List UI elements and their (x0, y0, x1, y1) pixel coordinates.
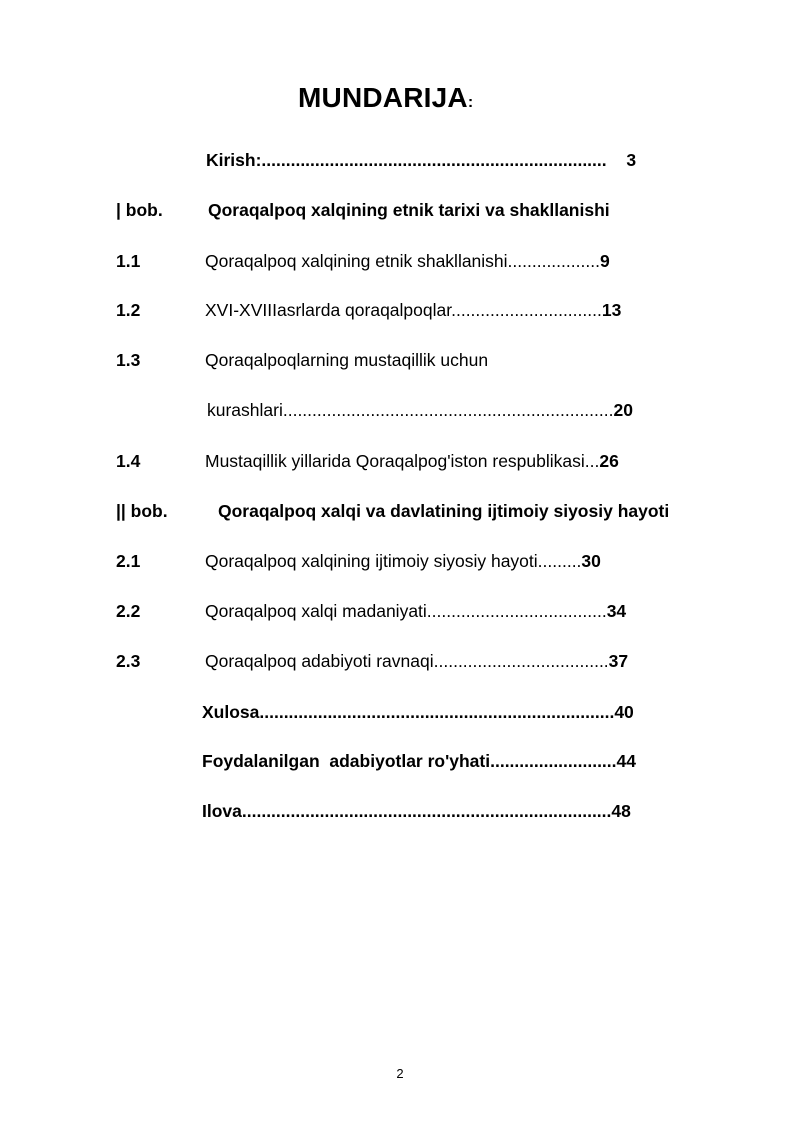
section-number: 1.3 (116, 350, 141, 370)
toc-entry-conclusion (0, 702, 800, 732)
toc-chapter-1 (0, 200, 800, 230)
page-title (298, 82, 473, 114)
title-colon: : (467, 94, 474, 111)
chapter-title: Qoraqalpoq xalqi va davlatining ijtimoiy siyosiy hayoti (218, 501, 670, 521)
toc-entry-references (0, 751, 800, 781)
toc-chapter-2 (0, 501, 800, 531)
toc-entry-page: 48 (611, 801, 631, 821)
section-title: Mustaqillik yillarida Qoraqalpog'iston respublikasi... (205, 451, 600, 471)
toc-entry-text: Kirish:....................................................................... (206, 150, 607, 170)
section-page: 20 (613, 400, 633, 420)
toc-entry-text: Foydalanilgan adabiyotlar ro'yhati.......................... (202, 751, 617, 771)
section-number: 1.2 (116, 300, 141, 320)
section-title: XVI-XVIIIasrlarda qoraqalpoqlar............................... (205, 300, 602, 320)
section-number: 1.4 (116, 451, 141, 471)
chapter-number: | bob. (116, 200, 163, 220)
toc-entry-2-3 (0, 651, 800, 681)
toc-entry-2-1 (0, 551, 800, 581)
section-number: 2.2 (116, 601, 141, 621)
section-number: 2.3 (116, 651, 141, 671)
toc-entry-1-1 (0, 251, 800, 281)
toc-entry-1-2 (0, 300, 800, 330)
toc-entry-intro (0, 150, 800, 180)
section-title: Qoraqalpoq adabiyoti ravnaqi.................................... (205, 651, 609, 671)
toc-entry-1-3 (0, 350, 800, 380)
page-number: 2 (396, 1066, 404, 1081)
toc-entry-2-2 (0, 601, 800, 631)
section-title-line2: kurashlari.................................................................... (207, 400, 614, 420)
section-title: Qoraqalpoq xalqining etnik shakllanishi................... (205, 251, 600, 271)
toc-entry-page: 44 (616, 751, 636, 771)
section-page: 30 (581, 551, 601, 571)
chapter-title: Qoraqalpoq xalqining etnik tarixi va shakllanishi (208, 200, 610, 220)
toc-entry-1-4 (0, 451, 800, 481)
toc-entry-appendix (0, 801, 800, 831)
section-title: Qoraqalpoq xalqining ijtimoiy siyosiy hayoti......... (205, 551, 582, 571)
section-page: 13 (601, 300, 622, 320)
toc-entry-text: Xulosa......................................................................... (202, 702, 615, 722)
section-number: 1.1 (116, 251, 141, 271)
toc-entry-page: 3 (626, 150, 637, 170)
section-title: Qoraqalpoq xalqi madaniyati..................................... (205, 601, 607, 621)
section-page: 37 (608, 651, 629, 671)
section-title-line1: Qoraqalpoqlarning mustaqillik uchun (205, 350, 489, 370)
section-number: 2.1 (116, 551, 141, 571)
toc-entry-text: Ilova............................................................................ (202, 801, 612, 821)
section-page: 9 (599, 251, 610, 271)
toc-entry-page: 40 (614, 702, 634, 722)
title-text: MUNDARIJA (298, 82, 468, 113)
toc-entry-1-3-continued (0, 400, 800, 430)
section-page: 34 (606, 601, 627, 621)
chapter-number: || bob. (116, 501, 168, 521)
section-page: 26 (599, 451, 619, 471)
